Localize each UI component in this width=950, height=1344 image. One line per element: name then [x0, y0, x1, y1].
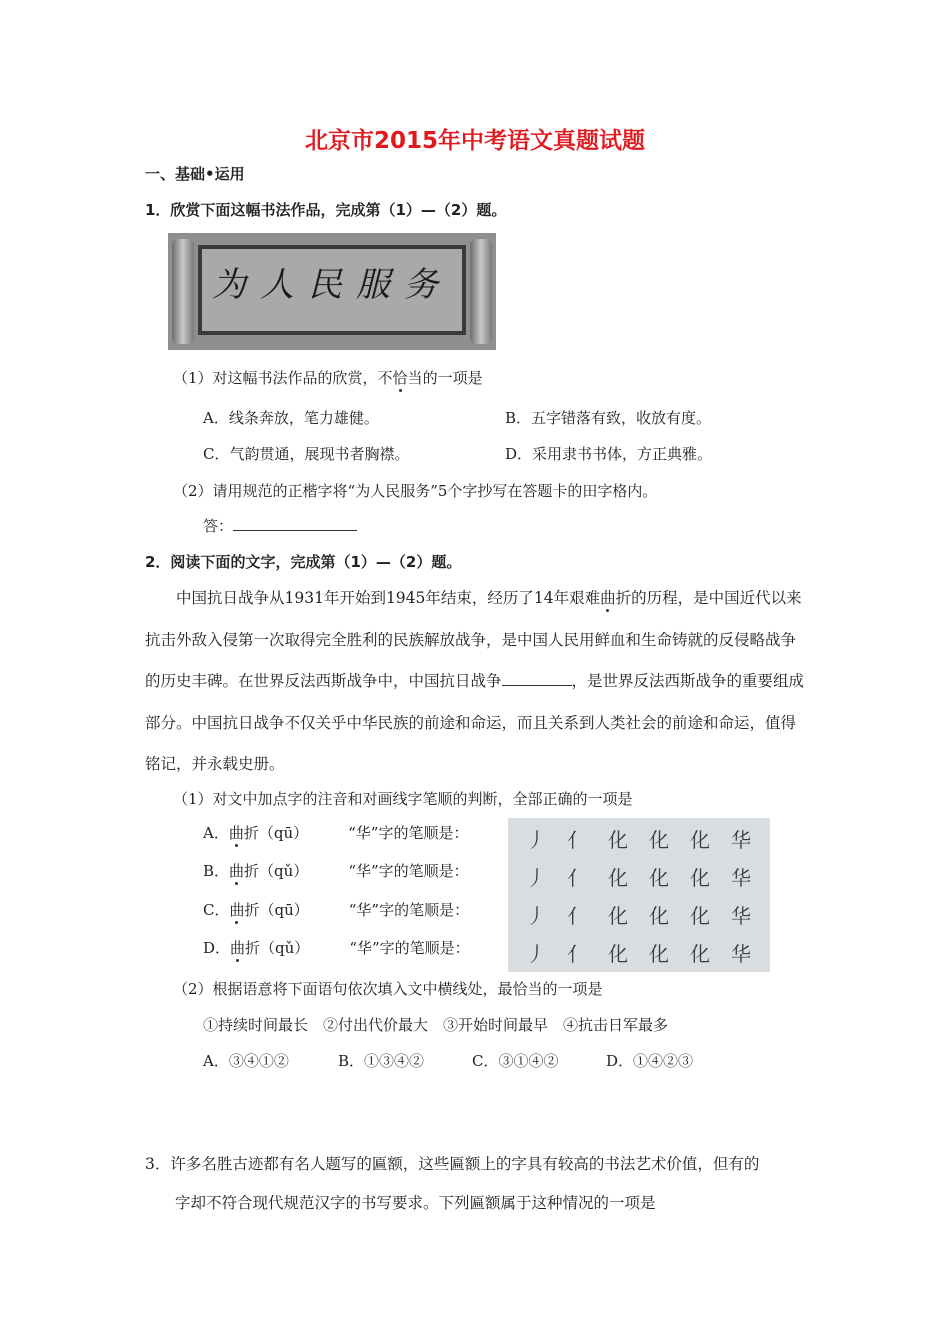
stroke-order-step: 亻 — [567, 866, 587, 890]
q2-choice-a: A．③④①② — [203, 1052, 289, 1070]
stroke-order-step: 化 — [608, 828, 628, 852]
q2-option-a: A．曲折（qū） “华”字的笔顺是： — [203, 824, 469, 842]
q1-sub1-pre: （1）对这幅书法作品的欣赏， — [173, 369, 378, 387]
q2-choice-c: C．③①④② — [472, 1052, 559, 1070]
stroke-order-step: 亻 — [567, 828, 587, 852]
q2-sub2: （2）根据语意将下面语句依次填入文中横线处，最恰当的一项是 — [173, 980, 603, 998]
scroll-roll-right — [470, 239, 492, 344]
question-2-stem: 2．阅读下面的文字，完成第（1）—（2）题。 — [145, 553, 462, 571]
stroke-order-step: 化 — [690, 828, 710, 852]
stroke-order-row — [508, 932, 770, 970]
q3-line-2: 字却不符合现代规范汉字的书写要求。下列匾额属于这种情况的一项是 — [175, 1194, 656, 1212]
q1-option-b: B．五字错落有致，收放有度。 — [505, 409, 712, 427]
calligraphy-text: 为人民服务 — [212, 265, 452, 305]
q1-sub1-dotted: 不恰当 — [377, 369, 423, 387]
passage-blank — [502, 671, 572, 686]
q2-items: ①持续时间最长 ②付出代价最大 ③开始时间最早 ④抗击日军最多 — [203, 1016, 669, 1034]
question-1-stem: 1．欣赏下面这幅书法作品，完成第（1）—（2）题。 — [145, 201, 507, 219]
stroke-order-step: 华 — [731, 942, 751, 966]
stroke-order-step: 化 — [649, 866, 669, 890]
stroke-order-step: 丿 — [526, 904, 546, 928]
stroke-order-step: 丿 — [526, 866, 546, 890]
stroke-order-row — [508, 818, 770, 856]
passage-part-2: 折的历程，是中国近代以来抗击外敌入侵第一次取得完全胜利的民族解放战争，是中国人民用鲜血和生命铸就的反侵略战争的历史丰碑。在世界反法西斯战争中，中国抗日战争 — [145, 589, 802, 690]
stroke-order-step: 化 — [608, 904, 628, 928]
stroke-order-image — [508, 818, 770, 972]
passage-part-3: ，是世界反法西斯战争的重要组成部分。中国抗日战争不仅关乎中华民族的前途和命运，而且关系到人类社会的前途和命运，值得铭记，并永载史册。 — [145, 672, 805, 773]
q3-line-1: 3．许多名胜古迹都有名人题写的匾额，这些匾额上的字具有较高的书法艺术价值，但有的 — [145, 1155, 760, 1173]
stroke-order-step: 化 — [690, 904, 710, 928]
stroke-order-step: 化 — [608, 866, 628, 890]
q1-sub1-post: 的一项是 — [422, 369, 483, 387]
stroke-order-step: 华 — [731, 904, 751, 928]
stroke-order-step: 化 — [690, 942, 710, 966]
stroke-order-step: 化 — [690, 866, 710, 890]
answer-label: 答： — [203, 517, 234, 535]
q2-option-b: B．曲折（qǔ） “华”字的笔顺是： — [203, 862, 469, 880]
section-heading: 一、基础•运用 — [145, 165, 245, 183]
calligraphy-image — [168, 233, 496, 350]
stroke-order-step: 华 — [731, 866, 751, 890]
stroke-order-step: 丿 — [526, 942, 546, 966]
stroke-order-step: 化 — [649, 828, 669, 852]
q2-option-c: C．曲折（qū） “华”字的笔顺是： — [203, 901, 470, 919]
q2-option-d: D．曲折（qǔ） “华”字的笔顺是： — [203, 939, 470, 957]
passage-dotted-char: 曲 — [600, 589, 616, 607]
stroke-order-step: 丿 — [526, 828, 546, 852]
q2-choice-d: D．①④②③ — [606, 1052, 694, 1070]
q1-sub2: （2）请用规范的正楷字将“为人民服务”5个字抄写在答题卡的田字格内。 — [173, 482, 658, 500]
stroke-order-step: 化 — [649, 904, 669, 928]
q1-option-c: C．气韵贯通，展现书者胸襟。 — [203, 445, 410, 463]
stroke-order-row — [508, 894, 770, 932]
passage-part-1: 中国抗日战争从1931年开始到1945年结束，经历了14年艰难 — [176, 589, 601, 607]
scroll-roll-left — [172, 239, 194, 344]
stroke-order-step: 亻 — [567, 942, 587, 966]
page-title: 北京市2015年中考语文真题试题 — [304, 128, 645, 154]
stroke-order-step: 化 — [608, 942, 628, 966]
stroke-order-step: 化 — [649, 942, 669, 966]
stroke-order-row — [508, 856, 770, 894]
q1-option-a: A．线条奔放，笔力雄健。 — [203, 409, 379, 427]
q1-sub1 — [173, 367, 483, 388]
stroke-order-step: 亻 — [567, 904, 587, 928]
q2-choice-b: B．①③④② — [338, 1052, 425, 1070]
q2-passage — [145, 578, 805, 786]
question-3 — [145, 1145, 815, 1223]
q1-option-d: D．采用隶书书体，方正典雅。 — [505, 445, 713, 463]
q2-sub1: （1）对文中加点字的注音和对画线字笔顺的判断，全部正确的一项是 — [173, 790, 633, 808]
stroke-order-step: 华 — [731, 828, 751, 852]
q1-answer-line — [203, 515, 357, 536]
answer-blank — [233, 516, 357, 531]
